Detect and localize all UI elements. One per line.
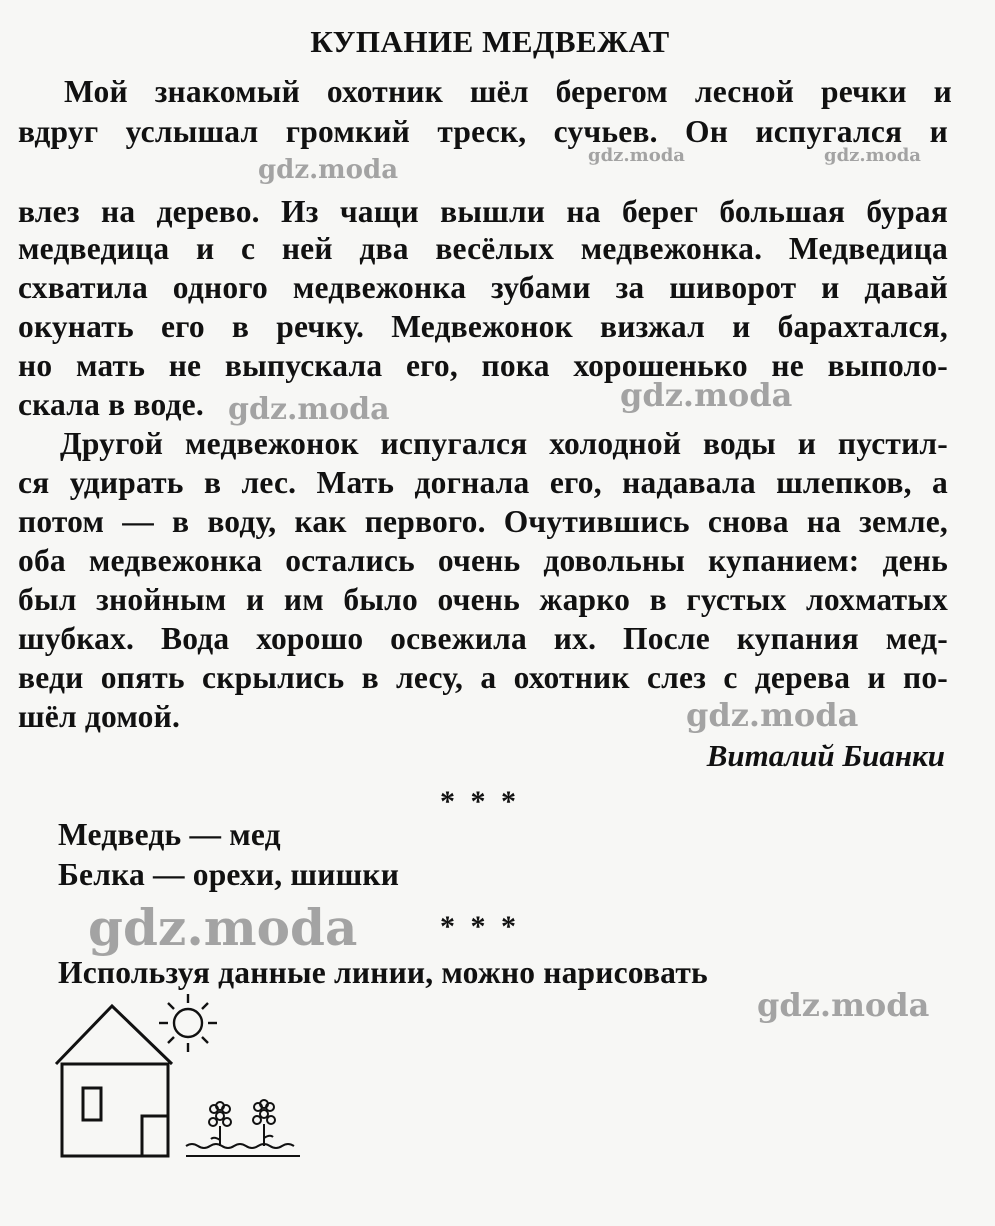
story-title: КУПАНИЕ МЕДВЕЖАТ — [310, 24, 670, 59]
text-line: шёл домой. — [18, 699, 181, 734]
text-line: окунать его в речку. Медвежонок визжал и барахтался, — [18, 309, 948, 344]
watermark: gdz.moda — [620, 376, 793, 414]
author-signature: Виталий Бианки — [706, 738, 945, 773]
text-line: потом — в воду, как первого. Очутившись снова на земле, — [18, 504, 948, 539]
grass-icon — [186, 1144, 300, 1156]
text-line: медведица и с ней два весёлых медвежонка. Медведица — [18, 231, 948, 266]
text-line: веди опять скрылись в лесу, а охотник слез с дерева и по- — [18, 660, 948, 695]
watermark: gdz.moda — [258, 155, 399, 185]
flower-icon — [253, 1100, 275, 1146]
sun-icon — [159, 994, 217, 1052]
text-line: Мой знакомый охотник шёл берегом лесной речки и — [64, 74, 952, 109]
text-line: но мать не выпускала его, пока хорошенько не выполо- — [18, 348, 948, 383]
text-line: ся удирать в лес. Мать догнала его, надавала шлепков, а — [18, 465, 948, 500]
text-line: Другой медвежонок испугался холодной воды и пустил- — [60, 426, 948, 461]
watermark: gdz.moda — [757, 986, 930, 1024]
text-line: схватила одного медвежонка зубами за шиворот и давай — [18, 270, 948, 305]
flower-icon — [209, 1102, 231, 1146]
watermark: gdz.moda — [88, 898, 358, 957]
section-separator: * * * — [440, 785, 520, 818]
text-line: скала в воде. — [18, 387, 204, 422]
text-line: влез на дерево. Из чащи вышли на берег большая бурая — [18, 194, 948, 229]
pair-line: Медведь — мед — [58, 817, 281, 852]
watermark: gdz.moda — [228, 392, 390, 427]
pair-line: Белка — орехи, шишки — [58, 857, 400, 892]
text-line: оба медвежонка остались очень довольны купанием: день — [18, 543, 948, 578]
watermark: gdz.moda — [686, 696, 859, 734]
section-separator: * * * — [440, 910, 520, 943]
lines-caption: Используя данные линии, можно нарисовать — [58, 955, 708, 990]
text-line: вдруг услышал громкий треск, сучьев. Он испугался и — [18, 114, 948, 149]
text-line: шубках. Вода хорошо освежила их. После купания мед- — [18, 621, 948, 656]
text-line: был знойным и им было очень жарко в густых лохматых — [18, 582, 948, 617]
watermark: gdz.moda — [824, 145, 921, 166]
house-icon — [56, 1006, 172, 1156]
house-drawing — [50, 988, 310, 1168]
watermark: gdz.moda — [588, 145, 685, 166]
